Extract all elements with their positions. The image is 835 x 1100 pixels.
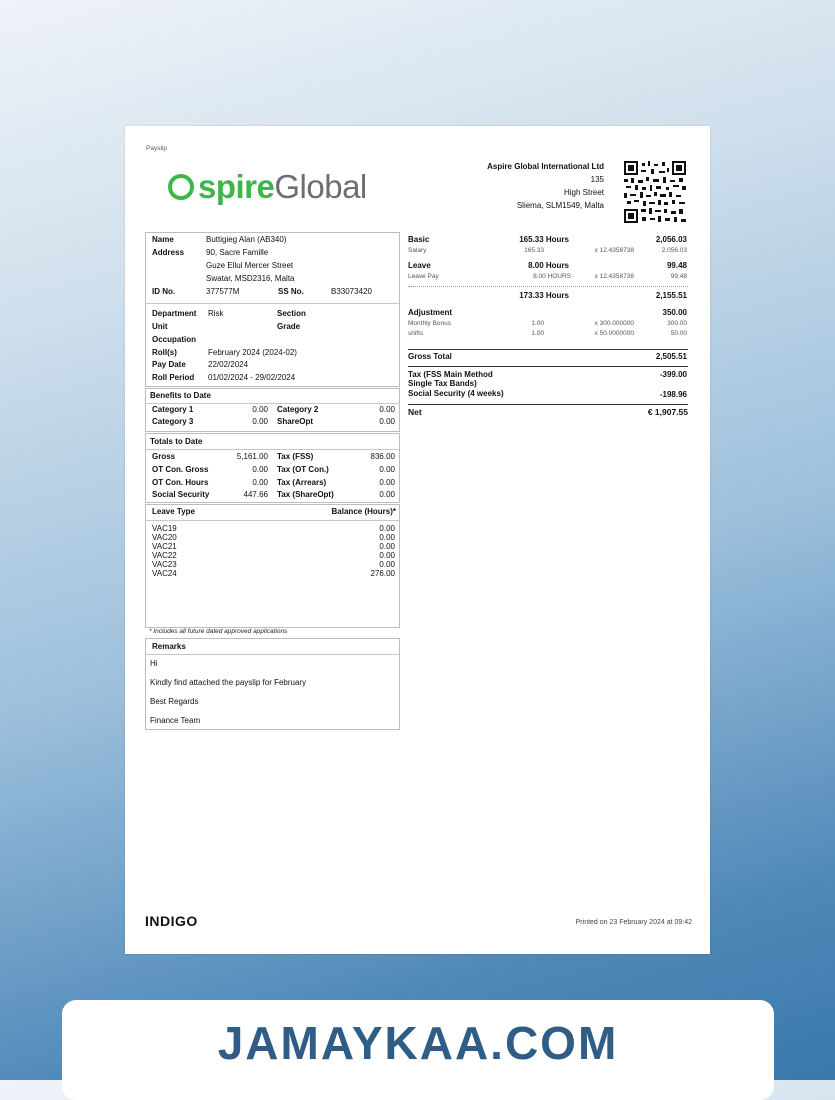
leave-footnote: * Includes all future dated approved applications [149, 628, 288, 635]
watermark-banner [62, 1000, 774, 1100]
leave-row-name: VAC19 [152, 524, 177, 533]
department-value: Risk [208, 309, 224, 318]
printed-timestamp: Printed on 23 February 2024 at 09:42 [575, 919, 692, 926]
indigo-brand-logo: INDIGO [145, 913, 198, 929]
tot-taxarr-value: 0.00 [379, 478, 395, 487]
tot-taxshare-value: 0.00 [379, 490, 395, 499]
tot-taxfss-value: 836.00 [370, 452, 395, 461]
roll-value: February 2024 (2024-02) [208, 348, 297, 357]
bonus-label: Monthly Bonus [408, 320, 451, 327]
remark-line: Best Regards [150, 697, 199, 706]
company-address-3: Sliema, SLM1549, Malta [516, 201, 604, 210]
cat3-value: 0.00 [252, 417, 268, 426]
salary-label: Salary [408, 247, 427, 254]
tot-gross-value: 5,161.00 [236, 452, 268, 461]
tot-ss-label: Social Security [152, 490, 210, 499]
section-label: Section [277, 309, 306, 318]
cat2-value: 0.00 [379, 405, 395, 414]
leave-row-balance: 0.00 [379, 533, 395, 542]
tot-taxarr-label: Tax (Arrears) [277, 478, 327, 487]
subtotal-hours: 173.33 Hours [519, 291, 569, 300]
remarks-title: Remarks [152, 642, 186, 651]
leavepay-rate: x 12.4358738 [594, 273, 634, 280]
period-value: 01/02/2024 - 29/02/2024 [208, 373, 296, 382]
id-value: 377577M [206, 287, 240, 296]
cat1-label: Category 1 [152, 405, 194, 414]
cat1-value: 0.00 [252, 405, 268, 414]
ss-label: SS No. [278, 287, 304, 296]
adjustment-total: 350.00 [662, 308, 687, 317]
subtotal-amount: 2,155.51 [655, 291, 687, 300]
company-address-2: High Street [563, 188, 604, 197]
address-line-2: Guze Ellul Mercer Street [206, 261, 294, 270]
bonus-amount: 300.00 [667, 320, 687, 327]
shareopt-value: 0.00 [379, 417, 395, 426]
leave-hours: 8.00 Hours [528, 261, 569, 270]
leave-row-name: VAC21 [152, 542, 177, 551]
doc-title: Payslip [146, 145, 167, 152]
tax-label-1: Tax (FSS Main Method [408, 370, 493, 379]
remark-line: Hi [150, 659, 158, 668]
adjustment-label: Adjustment [408, 308, 452, 317]
leave-row-balance: 0.00 [379, 524, 395, 533]
leave-row-name: VAC23 [152, 560, 177, 569]
leavepay-amount: 99.48 [670, 273, 687, 280]
leave-total: 99.48 [666, 261, 687, 270]
shifts-amount: 50.00 [670, 330, 687, 337]
tot-otgross-value: 0.00 [252, 465, 268, 474]
occupation-label: Occupation [152, 335, 197, 344]
tot-taxot-value: 0.00 [379, 465, 395, 474]
net-label: Net [408, 407, 422, 417]
benefits-title: Benefits to Date [150, 391, 211, 400]
period-label: Roll Period [152, 373, 195, 382]
department-label: Department [152, 309, 197, 318]
net-value: € 1,907.55 [647, 407, 688, 417]
basic-hours: 165.33 Hours [519, 235, 569, 244]
leave-row-name: VAC20 [152, 533, 177, 542]
remark-line: Kindly find attached the payslip for February [150, 678, 307, 687]
address-label: Address [152, 248, 185, 257]
name-label: Name [152, 235, 174, 244]
tax-label-2: Single Tax Bands) [408, 379, 477, 388]
bonus-rate: x 300.000000 [594, 320, 634, 327]
shifts-label: shifts [408, 330, 424, 337]
paydate-value: 22/02/2024 [208, 360, 249, 369]
roll-label: Roll(s) [152, 348, 177, 357]
employee-name: Buttigieg Alan (AB340) [206, 235, 287, 244]
leave-row-balance: 0.00 [379, 560, 395, 569]
tot-gross-label: Gross [152, 452, 176, 461]
id-label: ID No. [152, 287, 176, 296]
tot-ss-value: 447.66 [243, 490, 268, 499]
leave-row-balance: 0.00 [379, 551, 395, 560]
leave-row-name: VAC24 [152, 569, 177, 578]
grade-label: Grade [277, 322, 301, 331]
payslip-page [125, 126, 710, 954]
unit-label: Unit [152, 322, 168, 331]
salary-qty: 165.33 [524, 247, 544, 254]
tot-othours-label: OT Con. Hours [152, 478, 209, 487]
company-name: Aspire Global International Ltd [487, 162, 604, 171]
shifts-qty: 1.00 [531, 330, 544, 337]
logo-wordmark: spireGlobal [198, 168, 367, 205]
gross-total-label: Gross Total [408, 352, 452, 361]
ss-value: B33073420 [331, 287, 372, 296]
tax-value: -399.00 [659, 370, 687, 379]
totals-title: Totals to Date [150, 437, 203, 446]
tot-taxfss-label: Tax (FSS) [277, 452, 314, 461]
social-security-label: Social Security (4 weeks) [408, 389, 504, 398]
basic-label: Basic [408, 235, 430, 244]
tot-othours-value: 0.00 [252, 478, 268, 487]
paydate-label: Pay Date [152, 360, 186, 369]
qr-code-icon [624, 161, 686, 223]
salary-rate: x 12.4358738 [594, 247, 634, 254]
address-line-3: Swatar, MSD2316, Malta [206, 274, 295, 283]
leave-row-balance: 276.00 [370, 569, 395, 578]
remark-line: Finance Team [150, 716, 201, 725]
shifts-rate: x 50.0000000 [594, 330, 634, 337]
tot-taxshare-label: Tax (ShareOpt) [277, 490, 334, 499]
leave-row-balance: 0.00 [379, 542, 395, 551]
address-line-1: 90, Sacre Famille [206, 248, 269, 257]
leavepay-label: Leave Pay [408, 273, 439, 280]
leave-pay-section-label: Leave [408, 261, 431, 270]
basic-total: 2,056.03 [655, 235, 687, 244]
leave-type-label: Leave Type [152, 507, 195, 516]
banner-text: JAMAYKAA.COM [217, 1017, 619, 1069]
leave-row-name: VAC22 [152, 551, 177, 560]
bonus-qty: 1.00 [531, 320, 544, 327]
gross-total-value: 2,505.51 [655, 352, 687, 361]
cat3-label: Category 3 [152, 417, 194, 426]
shareopt-label: ShareOpt [277, 417, 314, 426]
leavepay-qty: 8.00 HOURS [533, 273, 571, 280]
salary-amount: 2,056.03 [661, 247, 687, 254]
company-address-1: 135 [590, 175, 604, 184]
cat2-label: Category 2 [277, 405, 319, 414]
logo-ring-icon [168, 174, 194, 200]
social-security-value: -198.96 [659, 390, 687, 399]
tot-taxot-label: Tax (OT Con.) [277, 465, 329, 474]
tot-otgross-label: OT Con. Gross [152, 465, 209, 474]
leave-balance-label: Balance (Hours)* [331, 507, 396, 516]
